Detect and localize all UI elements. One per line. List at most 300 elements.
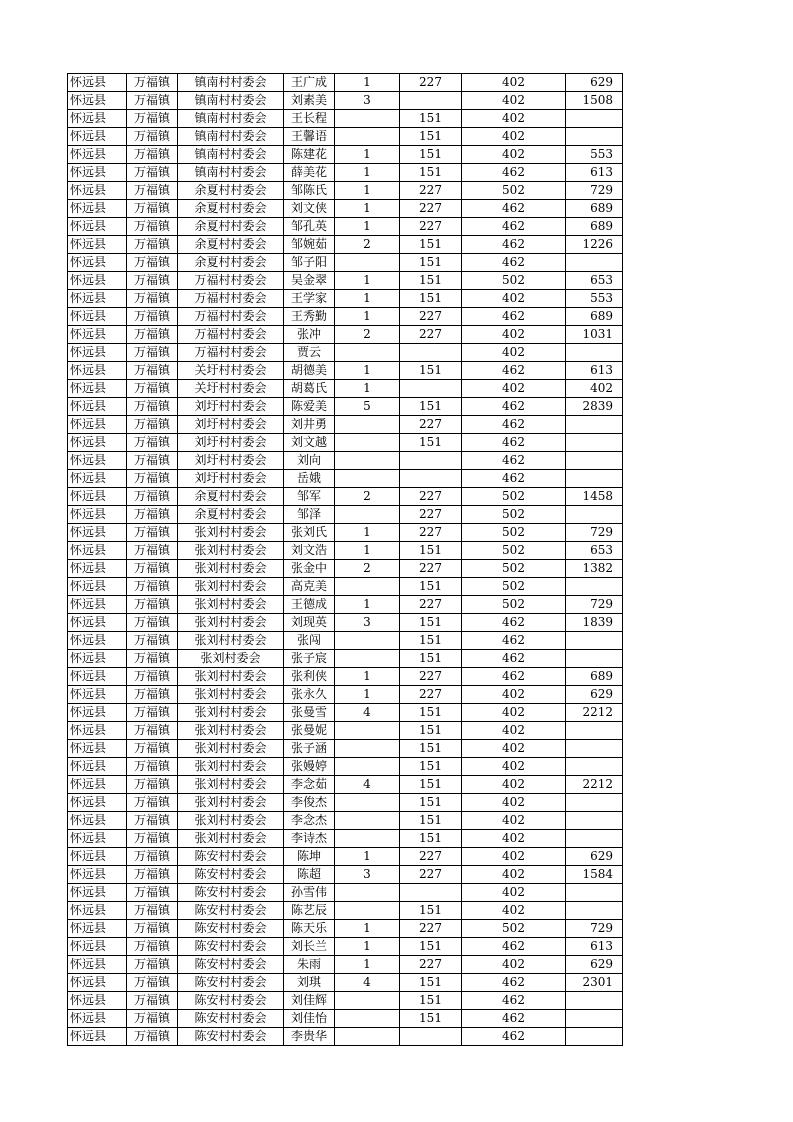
table-row — [68, 1028, 623, 1046]
table-row — [68, 542, 623, 560]
spreadsheet — [67, 73, 623, 1046]
amount-b-cell: 462 — [462, 974, 566, 992]
name-cell: 李念茹 — [284, 776, 335, 794]
amount-b-cell: 462 — [462, 470, 566, 488]
count-cell: 1 — [335, 218, 400, 236]
village-cell: 张刘村村委会 — [178, 830, 284, 848]
amount-a-cell: 151 — [400, 110, 462, 128]
amount-a-cell: 151 — [400, 722, 462, 740]
county-cell: 怀远县 — [68, 524, 127, 542]
county-cell: 怀远县 — [68, 794, 127, 812]
amount-a-cell: 151 — [400, 938, 462, 956]
village-cell: 张刘村委会 — [178, 650, 284, 668]
total-cell — [566, 344, 623, 362]
county-cell: 怀远县 — [68, 578, 127, 596]
table-row — [68, 218, 623, 236]
count-cell — [335, 506, 400, 524]
amount-a-cell: 227 — [400, 956, 462, 974]
name-cell: 张闯 — [284, 632, 335, 650]
amount-a-cell — [400, 884, 462, 902]
count-cell — [335, 902, 400, 920]
table-row — [68, 902, 623, 920]
count-cell — [335, 884, 400, 902]
amount-a-cell: 151 — [400, 974, 462, 992]
table-row — [68, 182, 623, 200]
table-row — [68, 722, 623, 740]
amount-b-cell: 402 — [462, 686, 566, 704]
total-cell: 613 — [566, 362, 623, 380]
count-cell: 1 — [335, 74, 400, 92]
table-row — [68, 956, 623, 974]
village-cell: 刘圩村村委会 — [178, 416, 284, 434]
table-row — [68, 704, 623, 722]
count-cell: 1 — [335, 848, 400, 866]
total-cell — [566, 470, 623, 488]
total-cell: 1839 — [566, 614, 623, 632]
table-row — [68, 848, 623, 866]
town-cell: 万福镇 — [127, 128, 178, 146]
count-cell — [335, 722, 400, 740]
amount-a-cell — [400, 1028, 462, 1046]
count-cell: 5 — [335, 398, 400, 416]
village-cell: 余夏村村委会 — [178, 236, 284, 254]
amount-b-cell: 402 — [462, 128, 566, 146]
amount-a-cell: 151 — [400, 146, 462, 164]
amount-a-cell: 151 — [400, 704, 462, 722]
amount-b-cell: 502 — [462, 596, 566, 614]
amount-b-cell: 462 — [462, 434, 566, 452]
village-cell: 张刘村村委会 — [178, 542, 284, 560]
table-row — [68, 452, 623, 470]
count-cell: 1 — [335, 200, 400, 218]
name-cell: 邹泽 — [284, 506, 335, 524]
amount-b-cell: 462 — [462, 1010, 566, 1028]
table-row — [68, 290, 623, 308]
total-cell: 2839 — [566, 398, 623, 416]
village-cell: 陈安村村委会 — [178, 974, 284, 992]
town-cell: 万福镇 — [127, 254, 178, 272]
table-row — [68, 344, 623, 362]
total-cell: 1508 — [566, 92, 623, 110]
county-cell: 怀远县 — [68, 704, 127, 722]
table-row — [68, 560, 623, 578]
total-cell: 613 — [566, 164, 623, 182]
amount-b-cell: 502 — [462, 506, 566, 524]
village-cell: 万福村村委会 — [178, 290, 284, 308]
count-cell — [335, 1028, 400, 1046]
name-cell: 刘文浩 — [284, 542, 335, 560]
total-cell — [566, 830, 623, 848]
county-cell: 怀远县 — [68, 434, 127, 452]
table-row — [68, 776, 623, 794]
town-cell: 万福镇 — [127, 452, 178, 470]
village-cell: 刘圩村村委会 — [178, 398, 284, 416]
county-cell: 怀远县 — [68, 776, 127, 794]
total-cell: 613 — [566, 938, 623, 956]
county-cell: 怀远县 — [68, 110, 127, 128]
name-cell: 陈爱美 — [284, 398, 335, 416]
village-cell: 陈安村村委会 — [178, 1028, 284, 1046]
town-cell: 万福镇 — [127, 686, 178, 704]
amount-b-cell: 462 — [462, 992, 566, 1010]
county-cell: 怀远县 — [68, 1010, 127, 1028]
amount-a-cell: 151 — [400, 290, 462, 308]
village-cell: 张刘村村委会 — [178, 524, 284, 542]
county-cell: 怀远县 — [68, 416, 127, 434]
table-row — [68, 146, 623, 164]
total-cell: 689 — [566, 200, 623, 218]
amount-a-cell: 151 — [400, 650, 462, 668]
amount-b-cell: 462 — [462, 632, 566, 650]
county-cell: 怀远县 — [68, 812, 127, 830]
town-cell: 万福镇 — [127, 830, 178, 848]
amount-a-cell: 227 — [400, 308, 462, 326]
name-cell: 张金中 — [284, 560, 335, 578]
amount-b-cell: 402 — [462, 884, 566, 902]
total-cell — [566, 812, 623, 830]
town-cell: 万福镇 — [127, 236, 178, 254]
town-cell: 万福镇 — [127, 992, 178, 1010]
count-cell: 1 — [335, 542, 400, 560]
village-cell: 万福村村委会 — [178, 308, 284, 326]
village-cell: 张刘村村委会 — [178, 686, 284, 704]
amount-b-cell: 402 — [462, 902, 566, 920]
table-row — [68, 524, 623, 542]
village-cell: 陈安村村委会 — [178, 920, 284, 938]
county-cell: 怀远县 — [68, 956, 127, 974]
amount-a-cell: 227 — [400, 560, 462, 578]
amount-a-cell: 227 — [400, 668, 462, 686]
table-row — [68, 380, 623, 398]
town-cell: 万福镇 — [127, 938, 178, 956]
name-cell: 王秀勤 — [284, 308, 335, 326]
name-cell: 刘琪 — [284, 974, 335, 992]
count-cell: 1 — [335, 182, 400, 200]
amount-b-cell: 462 — [462, 218, 566, 236]
total-cell — [566, 992, 623, 1010]
name-cell: 薛美花 — [284, 164, 335, 182]
village-cell: 关圩村村委会 — [178, 380, 284, 398]
count-cell — [335, 110, 400, 128]
name-cell: 刘向 — [284, 452, 335, 470]
name-cell: 张刘氏 — [284, 524, 335, 542]
amount-b-cell: 502 — [462, 488, 566, 506]
total-cell: 1458 — [566, 488, 623, 506]
village-cell: 余夏村村委会 — [178, 182, 284, 200]
amount-a-cell — [400, 470, 462, 488]
count-cell: 1 — [335, 272, 400, 290]
amount-a-cell: 151 — [400, 740, 462, 758]
county-cell: 怀远县 — [68, 362, 127, 380]
amount-a-cell: 227 — [400, 326, 462, 344]
town-cell: 万福镇 — [127, 632, 178, 650]
amount-a-cell: 227 — [400, 416, 462, 434]
town-cell: 万福镇 — [127, 758, 178, 776]
table-row — [68, 632, 623, 650]
total-cell — [566, 884, 623, 902]
town-cell: 万福镇 — [127, 974, 178, 992]
town-cell: 万福镇 — [127, 776, 178, 794]
county-cell: 怀远县 — [68, 758, 127, 776]
count-cell: 3 — [335, 92, 400, 110]
amount-a-cell: 151 — [400, 362, 462, 380]
total-cell: 729 — [566, 596, 623, 614]
town-cell: 万福镇 — [127, 650, 178, 668]
amount-a-cell: 151 — [400, 128, 462, 146]
county-cell: 怀远县 — [68, 164, 127, 182]
count-cell: 1 — [335, 308, 400, 326]
table-row — [68, 398, 623, 416]
table-row — [68, 254, 623, 272]
amount-a-cell: 227 — [400, 200, 462, 218]
town-cell: 万福镇 — [127, 902, 178, 920]
name-cell: 张子涵 — [284, 740, 335, 758]
amount-b-cell: 402 — [462, 110, 566, 128]
amount-a-cell: 151 — [400, 632, 462, 650]
name-cell: 刘佳怡 — [284, 1010, 335, 1028]
amount-a-cell: 151 — [400, 236, 462, 254]
county-cell: 怀远县 — [68, 866, 127, 884]
amount-b-cell: 462 — [462, 200, 566, 218]
name-cell: 陈建花 — [284, 146, 335, 164]
amount-b-cell: 462 — [462, 650, 566, 668]
town-cell: 万福镇 — [127, 740, 178, 758]
village-cell: 镇南村村委会 — [178, 92, 284, 110]
town-cell: 万福镇 — [127, 380, 178, 398]
table-row — [68, 416, 623, 434]
total-cell — [566, 632, 623, 650]
county-cell: 怀远县 — [68, 848, 127, 866]
amount-b-cell: 402 — [462, 848, 566, 866]
county-cell: 怀远县 — [68, 884, 127, 902]
county-cell: 怀远县 — [68, 902, 127, 920]
village-cell: 陈安村村委会 — [178, 1010, 284, 1028]
county-cell: 怀远县 — [68, 344, 127, 362]
amount-a-cell: 151 — [400, 542, 462, 560]
count-cell: 1 — [335, 668, 400, 686]
county-cell: 怀远县 — [68, 722, 127, 740]
total-cell: 653 — [566, 272, 623, 290]
village-cell: 余夏村村委会 — [178, 218, 284, 236]
count-cell: 1 — [335, 146, 400, 164]
town-cell: 万福镇 — [127, 470, 178, 488]
village-cell: 万福村村委会 — [178, 326, 284, 344]
amount-a-cell: 151 — [400, 758, 462, 776]
name-cell: 高克美 — [284, 578, 335, 596]
total-cell: 402 — [566, 380, 623, 398]
name-cell: 胡葛氏 — [284, 380, 335, 398]
town-cell: 万福镇 — [127, 542, 178, 560]
village-cell: 张刘村村委会 — [178, 560, 284, 578]
amount-a-cell — [400, 452, 462, 470]
count-cell — [335, 740, 400, 758]
count-cell: 2 — [335, 326, 400, 344]
town-cell: 万福镇 — [127, 290, 178, 308]
town-cell: 万福镇 — [127, 1028, 178, 1046]
count-cell: 1 — [335, 362, 400, 380]
amount-b-cell: 402 — [462, 704, 566, 722]
village-cell: 镇南村村委会 — [178, 146, 284, 164]
village-cell: 张刘村村委会 — [178, 578, 284, 596]
table-row — [68, 614, 623, 632]
total-cell: 553 — [566, 146, 623, 164]
county-cell: 怀远县 — [68, 452, 127, 470]
count-cell — [335, 434, 400, 452]
county-cell: 怀远县 — [68, 830, 127, 848]
total-cell — [566, 740, 623, 758]
amount-b-cell: 462 — [462, 236, 566, 254]
count-cell: 2 — [335, 488, 400, 506]
count-cell — [335, 254, 400, 272]
town-cell: 万福镇 — [127, 704, 178, 722]
amount-b-cell: 402 — [462, 380, 566, 398]
amount-b-cell: 402 — [462, 866, 566, 884]
village-cell: 陈安村村委会 — [178, 884, 284, 902]
name-cell: 朱雨 — [284, 956, 335, 974]
table-row — [68, 920, 623, 938]
town-cell: 万福镇 — [127, 110, 178, 128]
total-cell: 1226 — [566, 236, 623, 254]
town-cell: 万福镇 — [127, 308, 178, 326]
county-cell: 怀远县 — [68, 560, 127, 578]
village-cell: 陈安村村委会 — [178, 866, 284, 884]
table-row — [68, 506, 623, 524]
table-row — [68, 164, 623, 182]
name-cell: 邹军 — [284, 488, 335, 506]
name-cell: 刘井勇 — [284, 416, 335, 434]
total-cell: 689 — [566, 668, 623, 686]
amount-b-cell: 402 — [462, 326, 566, 344]
amount-a-cell: 151 — [400, 614, 462, 632]
amount-a-cell: 227 — [400, 848, 462, 866]
county-cell: 怀远县 — [68, 920, 127, 938]
data-table — [67, 73, 623, 1046]
amount-b-cell: 462 — [462, 668, 566, 686]
total-cell — [566, 434, 623, 452]
count-cell: 1 — [335, 920, 400, 938]
count-cell — [335, 794, 400, 812]
town-cell: 万福镇 — [127, 182, 178, 200]
name-cell: 张永久 — [284, 686, 335, 704]
total-cell — [566, 1010, 623, 1028]
amount-b-cell: 462 — [462, 1028, 566, 1046]
count-cell — [335, 632, 400, 650]
amount-b-cell: 402 — [462, 740, 566, 758]
county-cell: 怀远县 — [68, 992, 127, 1010]
name-cell: 岳娥 — [284, 470, 335, 488]
village-cell: 陈安村村委会 — [178, 848, 284, 866]
count-cell: 2 — [335, 560, 400, 578]
count-cell: 1 — [335, 956, 400, 974]
total-cell — [566, 1028, 623, 1046]
name-cell: 张曼妮 — [284, 722, 335, 740]
town-cell: 万福镇 — [127, 866, 178, 884]
amount-b-cell: 502 — [462, 524, 566, 542]
village-cell: 张刘村村委会 — [178, 812, 284, 830]
amount-b-cell: 462 — [462, 362, 566, 380]
county-cell: 怀远县 — [68, 686, 127, 704]
count-cell: 2 — [335, 236, 400, 254]
amount-b-cell: 402 — [462, 812, 566, 830]
amount-b-cell: 402 — [462, 344, 566, 362]
table-row — [68, 74, 623, 92]
county-cell: 怀远县 — [68, 146, 127, 164]
table-row — [68, 758, 623, 776]
total-cell — [566, 254, 623, 272]
town-cell: 万福镇 — [127, 578, 178, 596]
county-cell: 怀远县 — [68, 272, 127, 290]
town-cell: 万福镇 — [127, 146, 178, 164]
table-row — [68, 974, 623, 992]
village-cell: 陈安村村委会 — [178, 902, 284, 920]
table-row — [68, 92, 623, 110]
village-cell: 张刘村村委会 — [178, 596, 284, 614]
amount-b-cell: 462 — [462, 254, 566, 272]
amount-b-cell: 462 — [462, 398, 566, 416]
name-cell: 陈超 — [284, 866, 335, 884]
county-cell: 怀远县 — [68, 128, 127, 146]
village-cell: 万福村村委会 — [178, 272, 284, 290]
town-cell: 万福镇 — [127, 326, 178, 344]
county-cell: 怀远县 — [68, 290, 127, 308]
village-cell: 刘圩村村委会 — [178, 452, 284, 470]
county-cell: 怀远县 — [68, 326, 127, 344]
county-cell: 怀远县 — [68, 200, 127, 218]
amount-b-cell: 502 — [462, 272, 566, 290]
county-cell: 怀远县 — [68, 398, 127, 416]
amount-a-cell: 151 — [400, 272, 462, 290]
amount-a-cell: 151 — [400, 164, 462, 182]
count-cell: 4 — [335, 776, 400, 794]
amount-b-cell: 402 — [462, 290, 566, 308]
amount-a-cell: 151 — [400, 254, 462, 272]
table-row — [68, 488, 623, 506]
count-cell: 1 — [335, 524, 400, 542]
town-cell: 万福镇 — [127, 200, 178, 218]
village-cell: 张刘村村委会 — [178, 794, 284, 812]
amount-a-cell: 227 — [400, 686, 462, 704]
amount-b-cell: 402 — [462, 146, 566, 164]
table-row — [68, 578, 623, 596]
total-cell — [566, 578, 623, 596]
name-cell: 张子宸 — [284, 650, 335, 668]
amount-b-cell: 462 — [462, 938, 566, 956]
amount-b-cell: 462 — [462, 416, 566, 434]
county-cell: 怀远县 — [68, 650, 127, 668]
amount-b-cell: 502 — [462, 182, 566, 200]
total-cell: 2212 — [566, 776, 623, 794]
village-cell: 张刘村村委会 — [178, 668, 284, 686]
amount-b-cell: 462 — [462, 452, 566, 470]
total-cell: 729 — [566, 920, 623, 938]
county-cell: 怀远县 — [68, 218, 127, 236]
count-cell: 1 — [335, 380, 400, 398]
village-cell: 陈安村村委会 — [178, 992, 284, 1010]
town-cell: 万福镇 — [127, 488, 178, 506]
name-cell: 胡德美 — [284, 362, 335, 380]
name-cell: 张嫚婷 — [284, 758, 335, 776]
amount-a-cell: 151 — [400, 398, 462, 416]
total-cell — [566, 452, 623, 470]
amount-b-cell: 402 — [462, 776, 566, 794]
total-cell: 653 — [566, 542, 623, 560]
name-cell: 刘佳辉 — [284, 992, 335, 1010]
county-cell: 怀远县 — [68, 596, 127, 614]
table-row — [68, 686, 623, 704]
amount-a-cell: 151 — [400, 830, 462, 848]
total-cell: 629 — [566, 686, 623, 704]
county-cell: 怀远县 — [68, 740, 127, 758]
